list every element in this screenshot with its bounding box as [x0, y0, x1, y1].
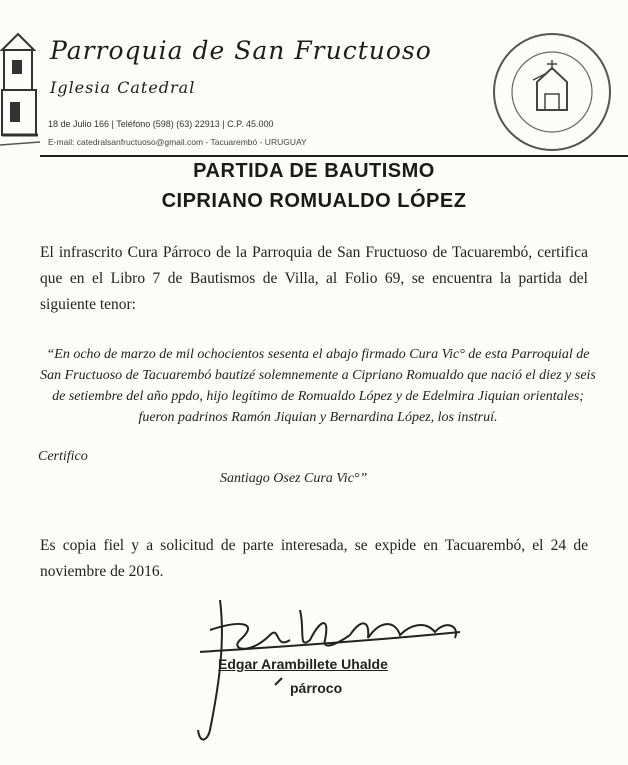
church-illustration-icon [0, 30, 40, 155]
signer-role: párroco [290, 680, 343, 696]
baptized-name: CIPRIANO ROMUALDO LÓPEZ [161, 190, 467, 212]
letterhead [0, 0, 628, 160]
baptism-record-quote: “En ocho de marzo de mil ochocientos sesenta el abajo firmado Cura Vic° de esta Parroquial de San Fructuoso de Tacuarembó bautizé solemnemente a Cipriano Romualdo que nació el diez y seis de setiembre del año ppdo, hijo legítimo de Romualdo López y de Edelmira Jiquian orientales; fueron padrinos Ramón Jiquian y Bernardina López, los instruí. [40, 347, 596, 425]
signer-name: Edgar Arambillete Uhalde [218, 656, 388, 672]
header-divider [40, 155, 628, 157]
parish-seal-icon [487, 30, 617, 154]
quote-signature: Santiago Osez Cura Vic°” [220, 471, 368, 486]
address-line: 18 de Julio 166 | Teléfono (598) (63) 22913 | C.P. 45.000 [48, 119, 274, 129]
church-name: Iglesia Catedral [50, 78, 196, 97]
document-title: PARTIDA DE BAUTISMO [193, 160, 435, 182]
intro-paragraph: El infrascrito Cura Párroco de la Parroquia de San Fructuoso de Tacuarembó, certifica que en el Libro 7 de Bautismos de Villa, al Folio 69, se encuentra la partida del siguiente tenor: [40, 244, 588, 313]
email-line: E-mail: catedralsanfructuoso@gmail.com - Tacuarembó - URUGUAY [48, 137, 307, 147]
certifico-label: Certifico [38, 449, 88, 464]
parish-name: Parroquia de San Fructuoso [50, 36, 432, 65]
closing-paragraph: Es copia fiel y a solicitud de parte interesada, se expide en Tacuarembó, el 24 de noviembre de 2016. [40, 537, 588, 580]
